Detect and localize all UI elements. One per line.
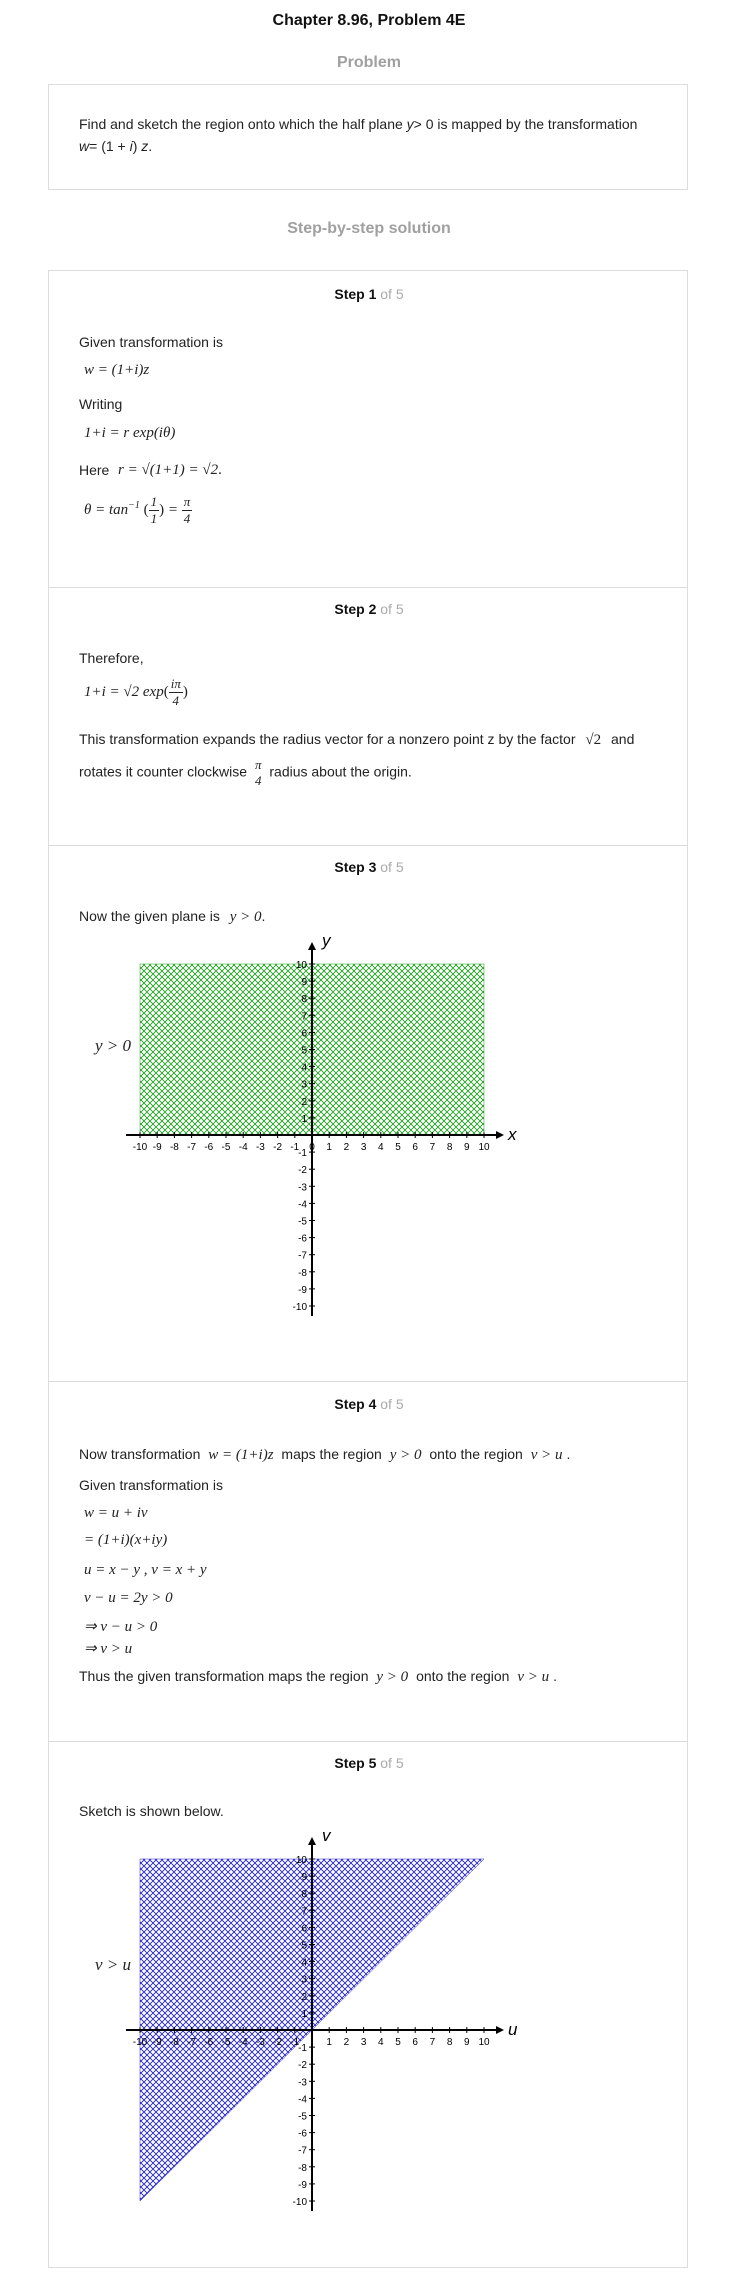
step-1-eq-3: r = √(1+1) = √2.	[118, 462, 222, 478]
step-4-text-2: Given transformation is	[79, 1477, 223, 1493]
x-tick-label: 6	[412, 2037, 418, 2048]
x-tick-label: 3	[360, 2037, 367, 2048]
step-4-text-3: Thus the given transformation maps the region y > 0 onto the region v > u .	[79, 1668, 558, 1685]
step-4-text-1: Now transformation w = (1+i)z maps the region y > 0 onto the region v > u .	[79, 1446, 571, 1463]
step-4-eq-5: ⇒ v − u > 0	[84, 1619, 158, 1635]
x-tick-label: -8	[169, 2037, 179, 2048]
step-divider	[48, 845, 688, 846]
x-tick-label: 2	[343, 2037, 350, 2048]
x-tick-label: 4	[378, 2037, 384, 2048]
step-1-eq-1: w = (1+i)z	[84, 362, 150, 378]
y-tick-label: 4	[301, 1957, 307, 1969]
problem-heading: Problem	[336, 54, 401, 71]
y-axis-label: v	[322, 1830, 331, 1845]
x-tick-label: 0	[309, 1142, 315, 1153]
y-tick-label: -2	[298, 1165, 307, 1177]
y-tick-label: 1	[301, 1113, 307, 1125]
step-1-eq-4: $\theta = \tan^{-1}$ ( $\frac{1}{1}$ ) = $\frac{\pi}{4}$	[84, 494, 191, 526]
x-tick-label: 2	[343, 1142, 350, 1153]
x-tick-label: -2	[273, 1142, 283, 1153]
step-1-text-1: Given transformation is	[79, 334, 223, 350]
x-tick-label: -1	[290, 2037, 300, 2048]
y-tick-label: -9	[298, 2179, 307, 2191]
x-tick-label: 7	[429, 2037, 436, 2048]
y-tick-label: 10	[295, 1855, 307, 1866]
y-tick-label: 1	[301, 2008, 307, 2020]
x-tick-label: 3	[360, 1142, 367, 1153]
step-2-header: Step 2 of 5	[334, 601, 404, 617]
x-axis-arrow	[496, 1131, 504, 1139]
x-tick-label: 5	[395, 2037, 401, 2048]
y-tick-label: 2	[301, 1096, 307, 1108]
x-tick-label: 1	[326, 1142, 332, 1153]
x-tick-label: 5	[395, 1142, 401, 1153]
y-axis-arrow	[308, 1837, 316, 1845]
x-tick-label: 7	[429, 1142, 436, 1153]
x-tick-label: -7	[187, 2037, 197, 2048]
x-tick-label: -1	[290, 1142, 300, 1153]
x-tick-label: -3	[255, 1142, 265, 1153]
step-divider	[48, 1741, 688, 1742]
y-tick-label: -3	[298, 2077, 307, 2089]
y-tick-label: 7	[301, 1011, 307, 1023]
x-tick-label: -6	[204, 2037, 214, 2048]
y-tick-label: 4	[301, 1062, 307, 1074]
step-1-header: Step 1 of 5	[334, 286, 404, 302]
x-tick-label: 9	[464, 1142, 470, 1153]
step-4-eq-6: ⇒ v > u	[84, 1641, 133, 1657]
y-tick-label: -1	[298, 2043, 307, 2055]
y-tick-label: 9	[301, 977, 307, 989]
x-tick-label: -10	[132, 2037, 148, 2048]
x-tick-label: -4	[238, 2037, 248, 2048]
y-tick-label: -1	[298, 1148, 307, 1160]
step-4-eq-1: w = u + iv	[84, 1505, 148, 1521]
y-tick-label: 3	[301, 1974, 307, 1986]
y-tick-label: -5	[298, 1216, 307, 1228]
x-tick-label: -9	[152, 2037, 162, 2048]
step-1-text-3: Here	[79, 462, 110, 478]
x-tick-label: 8	[446, 1142, 453, 1153]
y-tick-label: -7	[298, 2145, 307, 2157]
step-5-text-1: Sketch is shown below.	[79, 1803, 224, 1819]
step-5-region-label: v > u	[95, 1955, 132, 1974]
solution-heading: Step-by-step solution	[287, 220, 451, 237]
x-tick-label: -7	[187, 1142, 197, 1153]
step-1-eq-2: 1+i = r exp(iθ)	[84, 425, 176, 441]
step-4-eq-3: u = x − y , v = x + y	[84, 1562, 207, 1578]
x-tick-label: 9	[464, 2037, 470, 2048]
problem-box	[48, 84, 688, 190]
y-tick-label: -4	[298, 2094, 307, 2106]
y-tick-label: 9	[301, 1872, 307, 1884]
step-4-eq-4: v − u = 2y > 0	[84, 1590, 173, 1606]
x-axis-label: u	[508, 2020, 518, 2039]
y-tick-label: 5	[301, 1045, 307, 1057]
x-tick-label: -6	[204, 1142, 214, 1153]
y-axis-label: y	[322, 935, 331, 950]
x-tick-label: -5	[221, 2037, 231, 2048]
step-3-header: Step 3 of 5	[334, 859, 404, 875]
x-tick-label: 8	[446, 2037, 453, 2048]
x-tick-label: -9	[152, 1142, 162, 1153]
y-tick-label: 7	[301, 1906, 307, 1918]
y-tick-label: -10	[292, 2197, 307, 2208]
x-tick-label: 10	[478, 2037, 490, 2048]
y-tick-label: -8	[298, 1267, 307, 1279]
step-4-header: Step 4 of 5	[334, 1396, 404, 1412]
step-2-text-2: This transformation expands the radius vector for a nonzero point z by the factor √2 and	[79, 731, 635, 748]
x-tick-label: -8	[169, 1142, 179, 1153]
step-3-graph	[120, 935, 540, 1325]
y-tick-label: -10	[292, 1302, 307, 1313]
y-tick-label: -6	[298, 1233, 307, 1245]
y-tick-label: 6	[301, 1923, 307, 1935]
y-tick-label: -7	[298, 1250, 307, 1262]
y-tick-label: -9	[298, 1284, 307, 1296]
step-4-eq-2: = (1+i)(x+iy)	[84, 1532, 168, 1548]
step-2-text-1: Therefore,	[79, 650, 144, 666]
y-tick-label: -2	[298, 2060, 307, 2072]
x-tick-label: 4	[378, 1142, 384, 1153]
y-tick-label: -8	[298, 2162, 307, 2174]
step-divider	[48, 1381, 688, 1382]
y-tick-label: 8	[301, 1889, 307, 1901]
step-5-header: Step 5 of 5	[334, 1755, 404, 1771]
y-axis-arrow	[308, 942, 316, 950]
step-2-text-3: rotates it counter clockwise π 4 radius about the origin.	[79, 757, 412, 788]
step-divider	[48, 587, 688, 588]
page-title: Chapter 8.96, Problem 4E	[272, 12, 466, 29]
x-tick-label: 6	[412, 1142, 418, 1153]
step-1-text-2: Writing	[79, 396, 123, 412]
y-tick-label: -5	[298, 2111, 307, 2123]
x-tick-label: -10	[132, 1142, 148, 1153]
x-tick-label: -5	[221, 1142, 231, 1153]
y-tick-label: 10	[295, 960, 307, 971]
y-tick-label: -4	[298, 1199, 307, 1211]
x-tick-label: 10	[478, 1142, 490, 1153]
x-tick-label: -4	[238, 1142, 248, 1153]
y-tick-label: 2	[301, 1991, 307, 2003]
step-5-graph	[120, 1830, 540, 2225]
step-3-text-1: Now the given plane is y > 0.	[79, 908, 266, 925]
y-tick-label: 5	[301, 1940, 307, 1952]
step-2-eq-1: 1+i = √2 exp( $\frac{i\pi}{4}$ )	[84, 676, 188, 708]
x-axis-arrow	[496, 2026, 504, 2034]
step-3-region-label: y > 0	[95, 1036, 132, 1055]
y-tick-label: 8	[301, 994, 307, 1006]
x-tick-label: 1	[326, 2037, 332, 2048]
y-tick-label: 3	[301, 1079, 307, 1091]
x-tick-label: -3	[255, 2037, 265, 2048]
problem-text: Find and sketch the region onto which the half plane y> 0 is mapped by the transformation w= (1 + i) z.	[79, 116, 638, 154]
y-tick-label: -6	[298, 2128, 307, 2140]
x-tick-label: -2	[273, 2037, 283, 2048]
y-tick-label: -3	[298, 1182, 307, 1194]
x-axis-label: x	[508, 1125, 517, 1144]
y-tick-label: 6	[301, 1028, 307, 1040]
